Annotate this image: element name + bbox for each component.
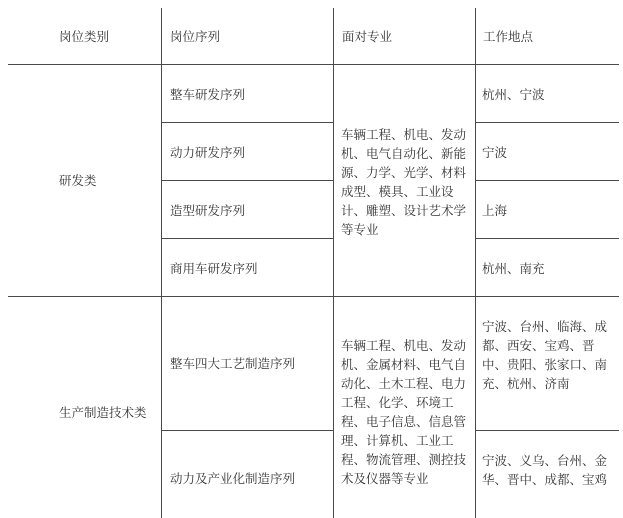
grid-line-col-3 — [475, 8, 476, 518]
major-manufacturing: 车辆工程、机电、发动机、金属材料、电气自动化、土木工程、电力工程、化学、环境工程、电子信息、信息管理、计算机、工业工程、物流管理、测控技术及仪器等专业 — [341, 338, 467, 486]
grid-line-row-3 — [161, 238, 334, 239]
location-power-rd: 宁波 — [482, 145, 508, 160]
header-major: 面对专业 — [342, 29, 393, 44]
location-styling-rd: 上海 — [482, 203, 508, 218]
grid-line-row-5-loc — [475, 430, 619, 431]
grid-line-group-divider — [8, 296, 619, 297]
major-rd: 车辆工程、机电、发动机、电气自动化、新能源、力学、光学、材料成型、模具、工业设计、雕塑、设计艺术学等专业 — [341, 127, 467, 237]
location-commercial-rd: 杭州、南充 — [482, 261, 545, 276]
grid-line-col-1 — [161, 8, 162, 518]
grid-line-row-2 — [161, 180, 334, 181]
grid-line-row-2-loc — [475, 180, 619, 181]
category-rd: 研发类 — [59, 173, 97, 188]
sequence-vehicle-rd: 整车研发序列 — [170, 87, 246, 102]
grid-line-row-1-loc — [475, 122, 619, 123]
header-sequence: 岗位序列 — [170, 29, 221, 44]
grid-line-col-2 — [333, 8, 334, 518]
grid-line-header-bottom — [8, 64, 619, 65]
location-vehicle-process: 宁波、台州、临海、成都、西安、宝鸡、晋中、贵阳、张家口、南充、杭州、济南 — [482, 319, 608, 391]
sequence-styling-rd: 造型研发序列 — [170, 203, 246, 218]
sequence-vehicle-process: 整车四大工艺制造序列 — [170, 356, 296, 371]
grid-line-row-5 — [161, 430, 334, 431]
header-category: 岗位类别 — [59, 29, 110, 44]
category-manufacturing: 生产制造技术类 — [59, 405, 147, 420]
grid-line-row-3-loc — [475, 238, 619, 239]
header-location: 工作地点 — [483, 29, 534, 44]
location-powertrain-production: 宁波、义乌、台州、金华、晋中、成都、宝鸡 — [482, 453, 608, 487]
sequence-powertrain-production: 动力及产业化制造序列 — [170, 471, 296, 486]
grid-line-row-1 — [161, 122, 334, 123]
location-vehicle-rd: 杭州、宁波 — [482, 87, 545, 102]
sequence-power-rd: 动力研发序列 — [170, 145, 246, 160]
sequence-commercial-rd: 商用车研发序列 — [170, 261, 258, 276]
